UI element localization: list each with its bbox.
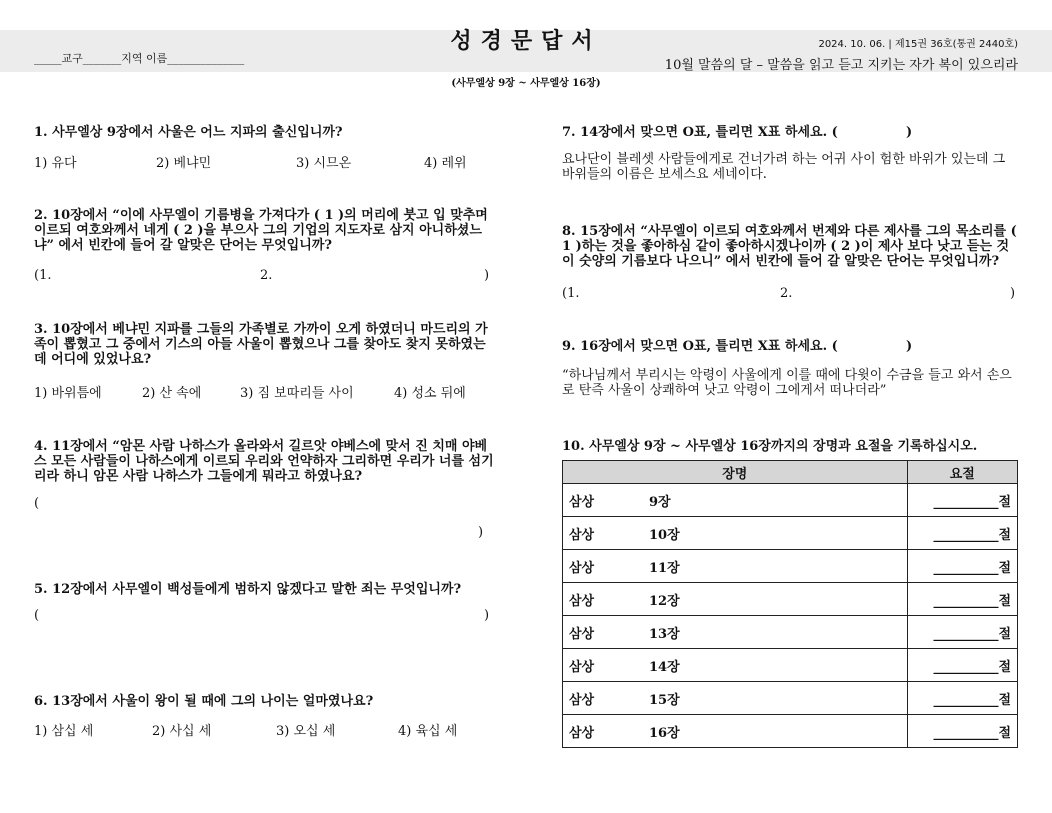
question-6: 6. 13장에서 사울이 왕이 될 때에 그의 나이는 얼마였나요? [34, 694, 374, 709]
question-7: 7. 14장에서 맞으면 O표, 틀리면 X표 하세요. ( [562, 125, 838, 140]
question-9-statement: “하나님께서 부리시는 악령이 사울에게 이를 때에 다윗이 수금을 들고 와서 손으로 탄즉 사울이 상쾌하여 낫고 악령이 그에게서 떠나더라” [562, 368, 1012, 398]
q2-blank-open: (1. [34, 268, 52, 283]
option: 1) 삼십 세 [34, 724, 94, 739]
question-9: 9. 16장에서 맞으면 O표, 틀리면 X표 하세요. ( [562, 339, 838, 354]
name-fill-line: _____교구_______지역 이름______________ [34, 52, 245, 65]
question-7-statement: 요나단이 블레셋 사람들에게로 건너가려 하는 어귀 사이 험한 바위가 있는데 그 바위들의 이름은 보세스요 세네이다. [562, 152, 1006, 182]
q5-close: ) [484, 608, 490, 623]
option: 3) 오십 세 [276, 724, 336, 739]
question-1: 1. 사무엘상 9장에서 사울은 어느 지파의 출신입니까? [34, 125, 343, 140]
question-5: 5. 12장에서 사무엘이 백성들에게 범하지 않겠다고 말한 죄는 무엇입니까? [34, 582, 462, 597]
verse-blank[interactable]: __________절 [907, 616, 1017, 649]
table-row [563, 517, 1018, 550]
q7-close: ) [906, 125, 913, 140]
option: 4) 육십 세 [398, 724, 458, 739]
table-row [563, 484, 1018, 517]
option: 2) 산 속에 [142, 386, 202, 401]
option: 2) 베냐민 [156, 156, 212, 171]
verse-blank[interactable]: __________절 [907, 715, 1017, 748]
verse-blank[interactable]: __________절 [907, 583, 1017, 616]
verse-blank[interactable]: __________절 [907, 484, 1017, 517]
verse-blank[interactable]: __________절 [907, 517, 1017, 550]
chapter-label: 13장 [649, 626, 680, 642]
question-4: 4. 11장에서 “암몬 사람 나하스가 올라와서 길르앗 야베스에 맞서 진 치매 야베스 모든 사람들이 나하스에게 이르되 우리와 언약하자 그리하면 우리가 너를 섬기리라 하니 암몬 사람 나하스가 그들에게 뭐라고 하였나요? [34, 439, 494, 484]
chapter-label: 11장 [649, 560, 680, 576]
chapter-label: 14장 [649, 659, 680, 675]
chapter-label: 10장 [649, 527, 680, 543]
q8-blank-close: ) [1010, 286, 1016, 301]
table-row [563, 649, 1018, 682]
verse-blank[interactable]: __________절 [907, 682, 1017, 715]
book-name: 삼상 [569, 527, 595, 543]
option: 4) 레위 [424, 156, 467, 171]
chapter-label: 12장 [649, 593, 680, 609]
col-verse-header: 요절 [907, 461, 1017, 484]
q8-blank-mid: 2. [780, 286, 793, 301]
book-name: 삼상 [569, 626, 595, 642]
book-name: 삼상 [569, 560, 595, 576]
question-3: 3. 10장에서 베냐민 지파를 그들의 가족별로 가까이 오게 하였더니 마드리의 가족이 뽑혔고 그 중에서 기스의 아들 사울이 뽑혔으나 그를 찾아도 찾지 못하였는데 어디에 있었나요? [34, 322, 488, 367]
chapter-label: 9장 [649, 494, 671, 510]
book-name: 삼상 [569, 494, 595, 510]
issue-date: 2024. 10. 06. | 제15권 36호(통권 2440호) [818, 39, 1018, 50]
book-name: 삼상 [569, 725, 595, 741]
col-chapter-header: 장명 [563, 461, 908, 484]
book-name: 삼상 [569, 593, 595, 609]
chapter-label: 15장 [649, 692, 680, 708]
verse-blank[interactable]: __________절 [907, 550, 1017, 583]
q2-blank-mid: 2. [260, 268, 273, 283]
option: 3) 짐 보따리들 사이 [240, 386, 354, 401]
monthly-motto: 10월 말씀의 달 – 말씀을 읽고 듣고 지키는 자가 복이 있으리라 [664, 58, 1018, 73]
verse-table [562, 460, 1018, 748]
q9-close: ) [906, 339, 913, 354]
book-name: 삼상 [569, 659, 595, 675]
option: 1) 유다 [34, 156, 77, 171]
question-10: 10. 사무엘상 9장 ~ 사무엘상 16장까지의 장명과 요절을 기록하십시오. [562, 439, 978, 454]
option: 2) 사십 세 [152, 724, 212, 739]
q4-open: ( [34, 496, 40, 511]
q8-blank-open: (1. [562, 286, 580, 301]
option: 3) 시므온 [296, 156, 352, 171]
question-8: 8. 15장에서 “사무엘이 이르되 여호와께서 번제와 다른 제사를 그의 목소리를 ( 1 )하는 것을 좋아하심 같이 좋아하시겠나이까 ( 2 )이 제사 보다 낫고 듣는 것이 숫양의 기름보다 나으니” 에서 빈칸에 들어 갈 알맞은 단어는 무엇입니까? [562, 224, 1017, 269]
book-name: 삼상 [569, 692, 595, 708]
table-row [563, 583, 1018, 616]
table-row [563, 550, 1018, 583]
q4-close: ) [478, 525, 484, 540]
table-row [563, 715, 1018, 748]
table-row [563, 616, 1018, 649]
option: 4) 성소 뒤에 [394, 386, 466, 401]
chapter-label: 16장 [649, 725, 680, 741]
page-title: 성경문답서 [450, 28, 602, 54]
option: 1) 바위틈에 [34, 386, 102, 401]
q5-open: ( [34, 608, 40, 623]
table-row [563, 682, 1018, 715]
q2-blank-close: ) [484, 268, 490, 283]
chapter-range: (사무엘상 9장 ~ 사무엘상 16장) [451, 78, 601, 89]
question-2: 2. 10장에서 “이에 사무엘이 기름병을 가져다가 ( 1 )의 머리에 붓고 입 맞추며 이르되 여호와께서 네게 ( 2 )을 부으사 그의 기업의 지도자로 삼지 아니하셨느냐” 에서 빈칸에 들어 갈 알맞은 단어는 무엇입니까? [34, 208, 488, 253]
verse-blank[interactable]: __________절 [907, 649, 1017, 682]
